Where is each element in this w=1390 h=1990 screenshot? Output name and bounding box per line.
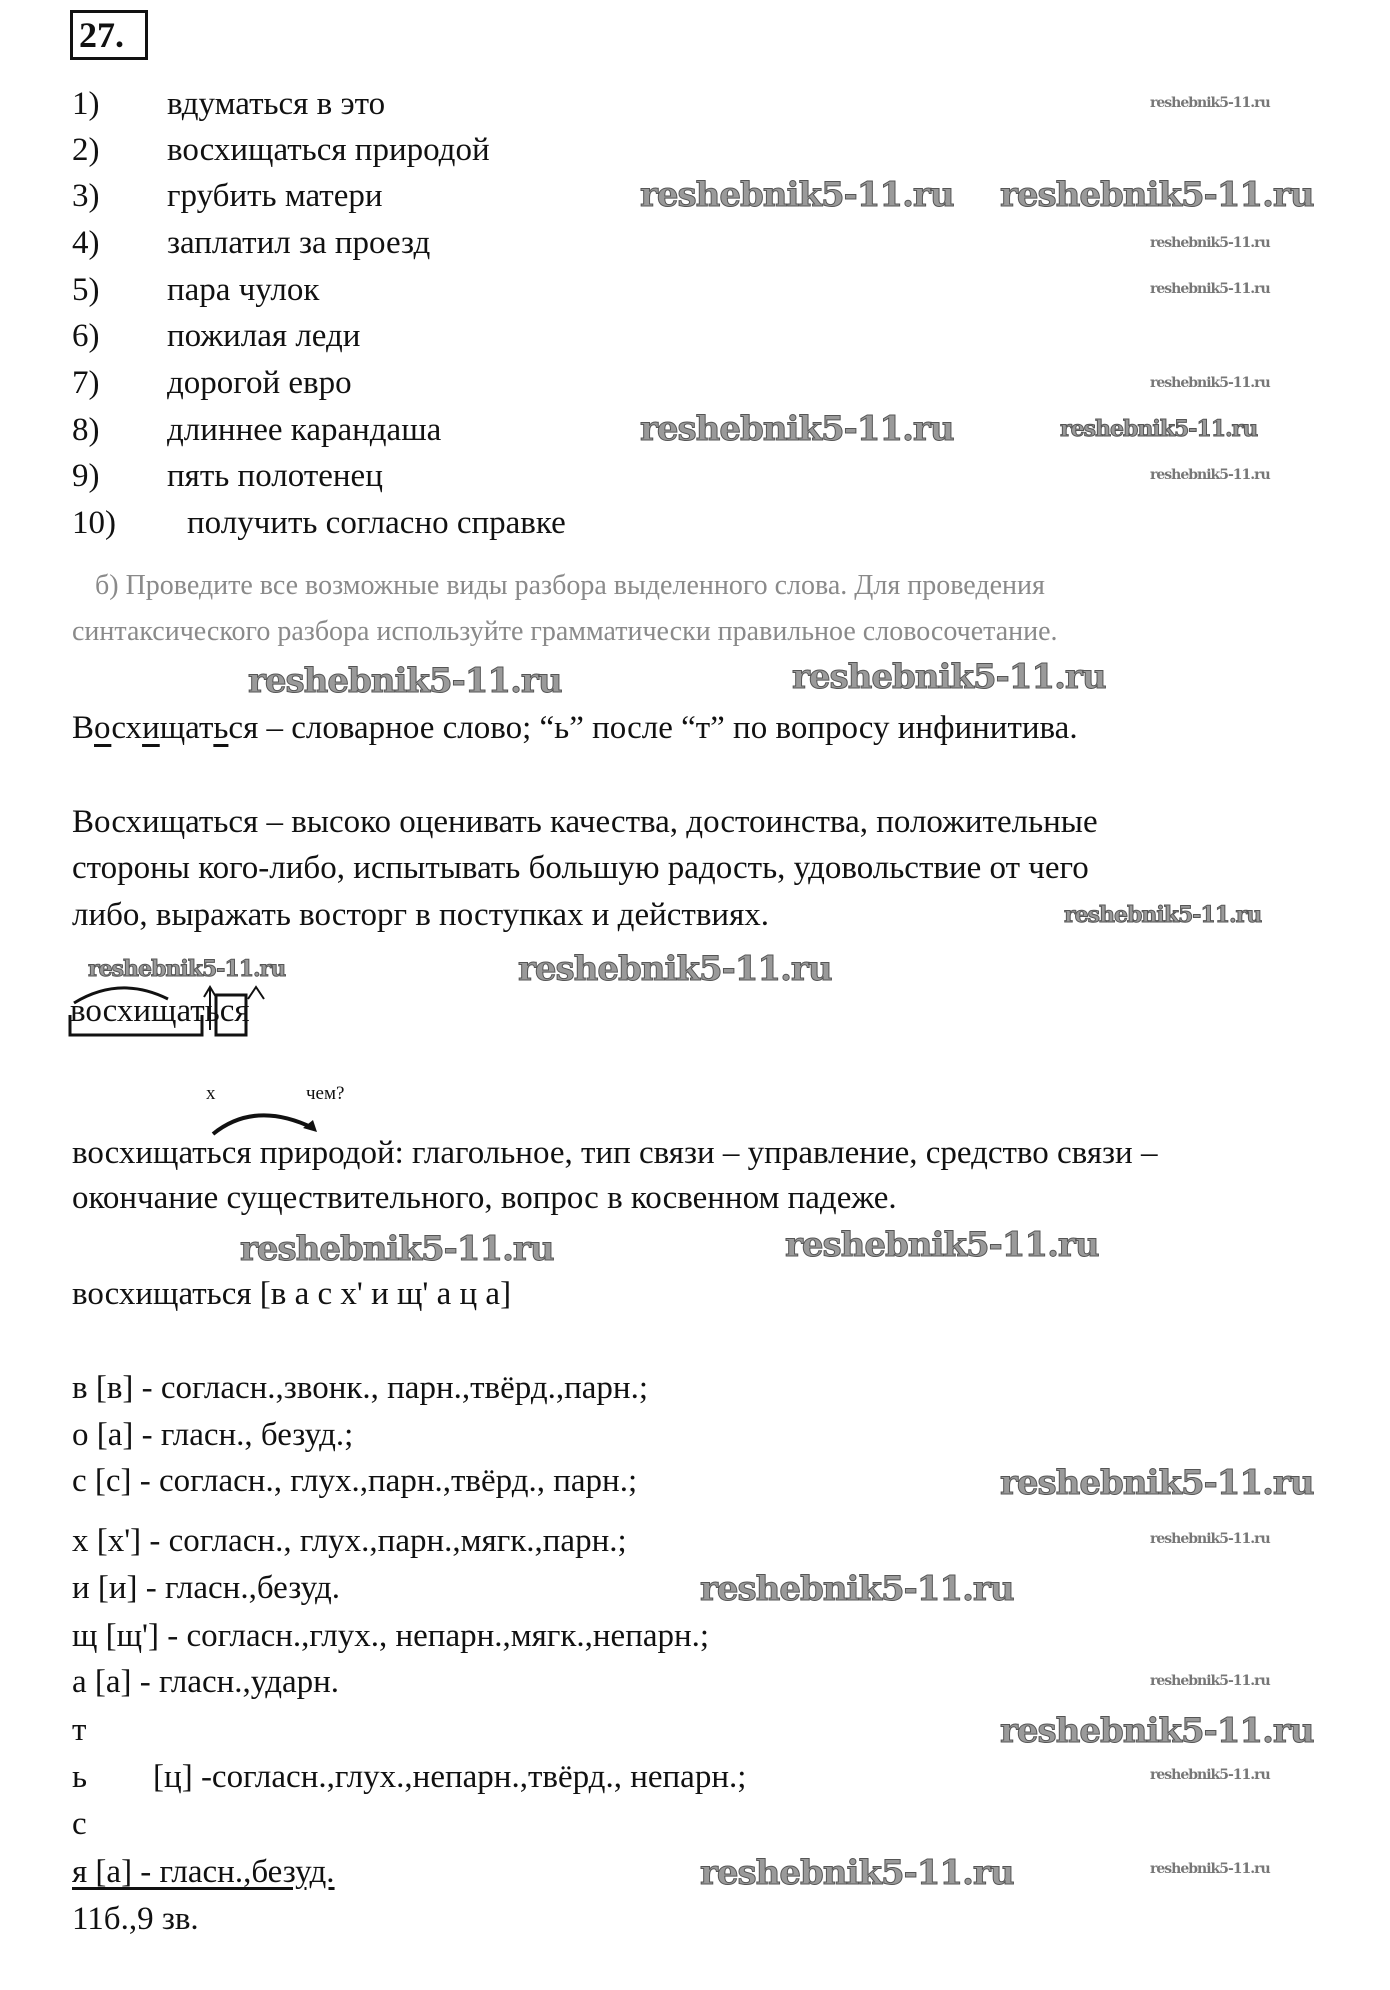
item-number: 1) — [72, 86, 100, 122]
phonetic-line: ь [ц] -согласн.,глух.,непарн.,твёрд., непарн.; — [72, 1759, 747, 1795]
definition-line: стороны кого-либо, испытывать большую радость, удовольствие от чего — [72, 850, 1089, 886]
watermark: reshebnik5-11.ru — [1000, 175, 1314, 215]
phonetic-line: и [и] - гласн.,безуд. — [72, 1570, 341, 1606]
watermark: reshebnik5-11.ru — [1150, 1673, 1270, 1689]
watermark: reshebnik5-11.ru — [1150, 467, 1270, 483]
watermark: reshebnik5-11.ru — [1060, 416, 1258, 442]
watermark: reshebnik5-11.ru — [1150, 375, 1270, 391]
watermark: reshebnik5-11.ru — [518, 949, 832, 989]
letter: В — [72, 710, 95, 746]
ending-box-icon — [216, 995, 246, 1035]
spelling-analysis — [72, 712, 1078, 745]
watermark: reshebnik5-11.ru — [240, 1229, 554, 1269]
item-number: 7) — [72, 365, 100, 401]
definition-line: либо, выражать восторг в поступках и действиях. — [72, 897, 770, 933]
item-number: 5) — [72, 272, 100, 308]
watermark: reshebnik5-11.ru — [1000, 1711, 1314, 1751]
phonetic-line: я [а] - гласн.,безуд. — [72, 1854, 335, 1890]
item-text: дорогой евро — [167, 365, 352, 401]
phonetic-line: т — [72, 1712, 87, 1748]
phonetic-line: х [х'] - согласн., глух.,парн.,мягк.,парн.; — [72, 1523, 627, 1559]
item-text: восхищаться природой — [167, 132, 490, 168]
phonetic-line: щ [щ'] - согласн.,глух., непарн.,мягк.,непарн.; — [72, 1618, 710, 1654]
item-number: 3) — [72, 178, 100, 214]
item-number: 4) — [72, 225, 100, 261]
item-text: вдуматься в это — [167, 86, 386, 122]
watermark: reshebnik5-11.ru — [248, 661, 562, 701]
watermark: reshebnik5-11.ru — [1000, 1463, 1314, 1503]
letter: сх — [111, 710, 143, 746]
watermark: reshebnik5-11.ru — [785, 1225, 1099, 1265]
syntax-line: окончание существительного, вопрос в косвенном падеже. — [72, 1180, 897, 1216]
phonetic-line: о [а] - гласн., безуд.; — [72, 1417, 354, 1453]
root-arc-icon — [74, 988, 168, 1003]
phonetic-line: в [в] - согласн.,звонк., парн.,твёрд.,парн.; — [72, 1370, 649, 1406]
sound-count-summary: 11б.,9 зв. — [72, 1901, 199, 1937]
stem-bracket-icon — [70, 1015, 202, 1035]
task-b-line: б) Проведите все возможные виды разбора выделенного слова. Для проведения — [95, 570, 1045, 601]
postfix-mark-icon — [248, 987, 264, 999]
item-text: пять полотенец — [167, 458, 383, 494]
item-text: пара чулок — [167, 272, 320, 308]
item-text: заплатил за проезд — [167, 225, 431, 261]
item-number: 10) — [72, 505, 116, 541]
watermark: reshebnik5-11.ru — [1064, 902, 1262, 928]
phonetic-line: с — [72, 1806, 87, 1842]
item-text: получить согласно справке — [187, 505, 566, 541]
item-text: грубить матери — [167, 178, 383, 214]
letter: ся — [228, 710, 259, 746]
underlined-letter: и — [142, 710, 160, 746]
definition-line: Восхищаться – высоко оценивать качества, достоинства, положительные — [72, 804, 1098, 840]
exercise-number: 27. — [70, 10, 148, 60]
morpheme-word: восхищаться — [70, 993, 250, 1029]
syntax-line: восхищаться природой: глагольное, тип связи – управление, средство связи – — [72, 1135, 1158, 1171]
watermark: reshebnik5-11.ru — [1150, 95, 1270, 111]
item-text: пожилая леди — [167, 318, 361, 354]
item-text: длиннее карандаша — [167, 412, 442, 448]
morpheme-marks — [60, 975, 300, 1055]
task-b-line: синтаксического разбора используйте грамматически правильное словосочетание. — [72, 616, 1058, 647]
question-mark: чем? — [306, 1083, 345, 1104]
item-number: 2) — [72, 132, 100, 168]
watermark: reshebnik5-11.ru — [1150, 235, 1270, 251]
item-number: 6) — [72, 318, 100, 354]
transcription: восхищаться [в а с х' и щ' а ц а] — [72, 1276, 512, 1312]
watermark: reshebnik5-11.ru — [700, 1853, 1014, 1893]
phonetic-line: а [а] - гласн.,ударн. — [72, 1664, 340, 1700]
spelling-text: – словарное слово; “ь” после “т” по вопросу инфинитива. — [258, 710, 1078, 746]
watermark: reshebnik5-11.ru — [640, 175, 954, 215]
letter: щат — [159, 710, 214, 746]
watermark: reshebnik5-11.ru — [88, 956, 286, 982]
watermark: reshebnik5-11.ru — [1150, 1861, 1270, 1877]
main-word-mark: х — [206, 1083, 216, 1104]
watermark: reshebnik5-11.ru — [700, 1569, 1014, 1609]
phonetic-line: с [с] - согласн., глух.,парн.,твёрд., парн.; — [72, 1463, 638, 1499]
dependency-arrow-icon — [205, 1104, 325, 1136]
underlined-letter: о — [94, 710, 112, 746]
watermark: reshebnik5-11.ru — [1150, 1767, 1270, 1783]
watermark: reshebnik5-11.ru — [792, 657, 1106, 697]
underlined-letter: ь — [213, 710, 229, 746]
item-number: 8) — [72, 412, 100, 448]
watermark: reshebnik5-11.ru — [640, 409, 954, 449]
watermark: reshebnik5-11.ru — [1150, 281, 1270, 297]
watermark: reshebnik5-11.ru — [1150, 1531, 1270, 1547]
item-number: 9) — [72, 458, 100, 494]
